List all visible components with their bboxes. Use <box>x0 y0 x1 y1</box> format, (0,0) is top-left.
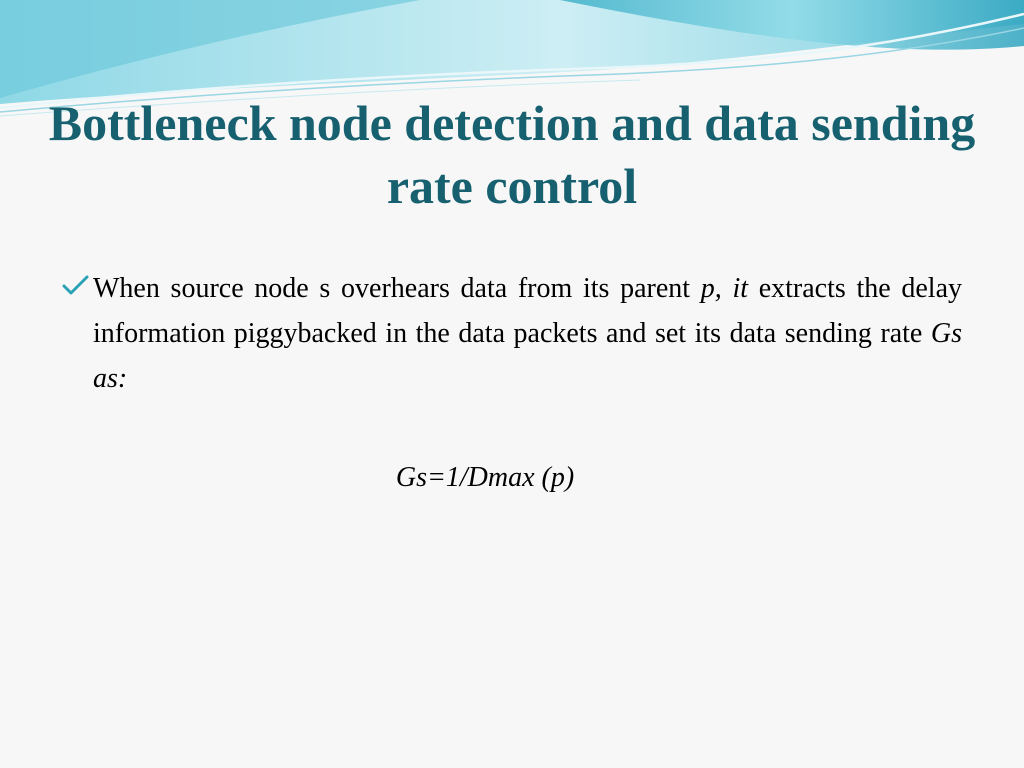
bullet-item <box>62 266 962 401</box>
bullet-text <box>93 266 962 401</box>
bullet-text-part1: When source node s overhears data from its parent <box>93 273 701 304</box>
check-icon <box>62 274 90 296</box>
slide-title: Bottleneck node detection and data sending rate control <box>48 95 976 214</box>
bullet-text-part2: extracts the delay information piggybacked in the data packets and set its data sending rate <box>93 273 963 349</box>
formula: Gs=1/Dmax (p) <box>395 462 575 493</box>
bullet-text-italic2: Gs as: <box>93 318 962 394</box>
bullet-text-italic1: p, it <box>700 273 749 304</box>
